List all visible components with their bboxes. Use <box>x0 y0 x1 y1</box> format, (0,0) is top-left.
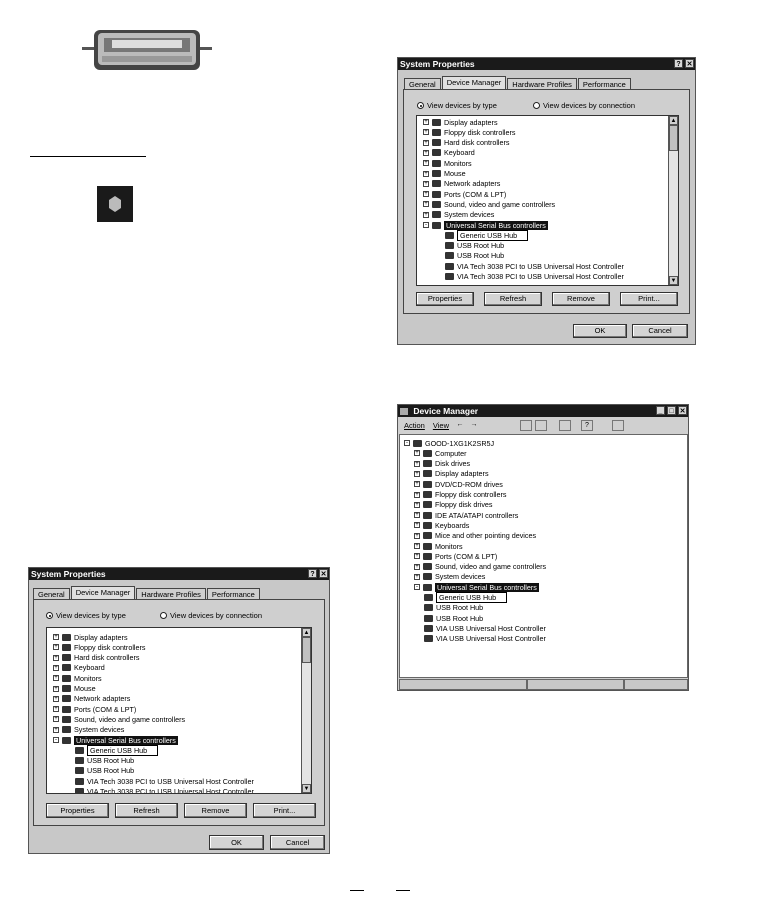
tab-hardware-profiles[interactable]: Hardware Profiles <box>136 588 206 600</box>
tab-hardware-profiles[interactable]: Hardware Profiles <box>507 78 577 90</box>
device-icon <box>62 737 71 744</box>
tree-item[interactable] <box>414 572 485 582</box>
expand-icon[interactable]: + <box>424 160 428 167</box>
device-icon <box>62 716 71 723</box>
device-icon <box>423 481 432 488</box>
maximize-button[interactable]: □ <box>667 406 676 415</box>
tree-item[interactable] <box>53 642 146 652</box>
tree-item-highlighted[interactable] <box>445 230 528 240</box>
tree-item-label: Sound, video and game controllers <box>435 562 547 572</box>
expand-icon[interactable]: + <box>424 119 428 125</box>
device-icon <box>62 654 71 661</box>
computer-icon <box>413 440 422 447</box>
cancel-button[interactable]: Cancel <box>632 324 688 338</box>
tree-item[interactable] <box>75 787 254 795</box>
tab-general[interactable]: General <box>33 588 70 600</box>
tree-item-label: Sound, video and game controllers <box>74 714 186 724</box>
forward-icon[interactable]: → <box>470 421 478 428</box>
tab-device-manager[interactable]: Device Manager <box>71 586 136 600</box>
tree-item-label: Universal Serial Bus controllers <box>437 582 537 592</box>
expand-icon[interactable]: + <box>54 675 58 682</box>
tree-item[interactable] <box>423 199 555 209</box>
collapse-icon[interactable]: - <box>406 440 408 446</box>
device-icon <box>75 757 84 764</box>
device-icon <box>62 634 71 641</box>
device-icon <box>432 201 441 208</box>
tree-item[interactable] <box>424 613 483 623</box>
back-icon[interactable]: ← <box>456 421 464 428</box>
collapse-icon[interactable]: - <box>55 737 57 743</box>
tree-item[interactable] <box>414 551 497 561</box>
scan-icon[interactable] <box>612 420 624 431</box>
device-icon <box>432 191 441 198</box>
expand-icon[interactable]: + <box>424 149 428 156</box>
expand-icon[interactable]: + <box>415 512 419 519</box>
expand-icon[interactable]: + <box>424 170 428 177</box>
tree-item[interactable] <box>53 725 124 735</box>
tab-panel <box>33 599 325 826</box>
tree-item[interactable] <box>414 531 536 541</box>
tree-item-label: Floppy disk drives <box>435 500 493 510</box>
device-tree[interactable] <box>399 434 688 678</box>
tree-item[interactable] <box>75 776 254 786</box>
device-icon <box>432 211 441 218</box>
device-tree[interactable] <box>46 627 312 794</box>
collapse-icon[interactable]: - <box>416 584 418 591</box>
title-bar <box>398 405 688 417</box>
tab-general[interactable]: General <box>404 78 441 90</box>
radio-label: View devices by connection <box>543 101 635 110</box>
device-icon <box>424 604 433 611</box>
expand-icon[interactable]: + <box>415 470 419 477</box>
tree-item[interactable] <box>445 251 504 261</box>
tree-item-label: VIA Tech 3038 PCI to USB Universal Host Controller <box>457 272 624 281</box>
tree-item-label: Network adapters <box>444 179 501 189</box>
tree-item-label: USB Root Hub <box>87 766 135 776</box>
radio-view-by-connection[interactable] <box>533 101 635 110</box>
tree-item-label: Display adapters <box>444 117 498 127</box>
tree-item-label: Keyboard <box>74 663 105 673</box>
tree-item-label: VIA Tech 3038 PCI to USB Universal Host Controller <box>87 776 254 786</box>
menu-bar <box>404 421 457 430</box>
usb-icon-image <box>97 186 133 222</box>
device-icon <box>432 139 441 146</box>
tree-item-selected[interactable] <box>423 220 548 230</box>
radio-view-by-type[interactable] <box>417 101 497 110</box>
device-icon <box>423 460 432 467</box>
tree-item[interactable] <box>53 653 140 663</box>
radio-view-by-connection[interactable] <box>160 611 262 620</box>
tree-item[interactable] <box>424 634 546 644</box>
menu-action[interactable]: Action <box>404 421 425 430</box>
tree-item-label: IDE ATA/ATAPI controllers <box>435 510 519 520</box>
title-bar <box>29 568 329 580</box>
tree-item[interactable] <box>424 603 483 613</box>
title-bar <box>398 58 695 70</box>
device-icon <box>432 149 441 156</box>
usb-connector-image <box>82 24 212 74</box>
tree-item[interactable] <box>53 632 128 642</box>
tree-item[interactable] <box>423 127 516 137</box>
tree-item-label: Generic USB Hub <box>436 592 507 603</box>
tree-item-label: Monitors <box>444 158 472 168</box>
help-icon[interactable]: ? <box>581 420 593 431</box>
tree-item[interactable] <box>414 510 518 520</box>
device-icon <box>423 573 432 580</box>
device-icon <box>445 263 454 270</box>
tree-item-label: USB Root Hub <box>436 613 484 623</box>
device-icon <box>445 252 454 259</box>
device-icon <box>62 706 71 713</box>
tree-item[interactable] <box>445 261 624 271</box>
tree-item[interactable] <box>414 520 469 530</box>
tree-item-label: Display adapters <box>74 632 128 642</box>
tree-root-label: GOOD-1XG1K2SR5J <box>425 438 495 448</box>
expand-icon[interactable]: + <box>415 460 419 467</box>
help-button[interactable]: ? <box>674 59 683 68</box>
tree-item[interactable] <box>53 714 185 724</box>
expand-icon[interactable]: + <box>415 543 419 549</box>
device-icon <box>432 129 441 136</box>
expand-icon[interactable]: + <box>415 501 419 508</box>
device-icon <box>62 664 71 671</box>
expand-icon[interactable]: + <box>54 644 58 651</box>
tree-item[interactable] <box>75 756 134 766</box>
tree-item-label: Monitors <box>74 673 102 683</box>
device-icon <box>423 563 432 570</box>
device-icon <box>423 470 432 477</box>
vertical-scrollbar[interactable] <box>301 628 311 793</box>
device-icon <box>424 625 433 632</box>
window-title: System Properties <box>400 59 475 69</box>
expand-icon[interactable]: + <box>415 522 419 529</box>
tree-item-label: Universal Serial Bus controllers <box>446 220 546 230</box>
system-properties-window-bottom <box>28 567 330 854</box>
device-icon <box>432 170 441 177</box>
tree-item-highlighted[interactable] <box>424 593 507 603</box>
tree-item-label: Ports (COM & LPT) <box>74 704 137 714</box>
device-icon <box>62 644 71 651</box>
expand-icon[interactable]: + <box>54 685 58 692</box>
expand-icon[interactable]: + <box>54 634 58 640</box>
device-icon <box>62 726 71 733</box>
expand-icon[interactable]: + <box>415 563 419 570</box>
expand-icon[interactable]: + <box>54 706 58 713</box>
scroll-down-arrow[interactable]: ▼ <box>303 786 310 792</box>
expand-icon[interactable]: + <box>424 211 428 218</box>
tree-item-label: Mice and other pointing devices <box>435 531 537 541</box>
device-icon <box>423 491 432 498</box>
tree-item-selected[interactable] <box>53 735 178 745</box>
device-icon <box>62 685 71 692</box>
radio-label: View devices by connection <box>170 611 262 620</box>
device-icon <box>424 635 433 642</box>
device-icon <box>423 522 432 529</box>
tree-item-highlighted[interactable] <box>75 745 158 755</box>
scroll-up-arrow[interactable]: ▲ <box>303 630 310 636</box>
device-icon <box>423 543 432 550</box>
tree-item[interactable] <box>53 663 105 673</box>
radio-selected-icon <box>46 612 53 619</box>
device-icon <box>424 594 433 601</box>
tab-device-manager[interactable]: Device Manager <box>442 76 507 90</box>
tree-item[interactable] <box>414 490 507 500</box>
tree-item[interactable] <box>414 448 467 458</box>
tree-item-label: USB Root Hub <box>457 241 505 251</box>
tree-item[interactable] <box>445 272 624 282</box>
tree-item[interactable] <box>423 189 506 199</box>
scroll-down-arrow[interactable]: ▼ <box>670 278 677 284</box>
tree-item-label: Monitors <box>435 541 463 551</box>
tree-item[interactable] <box>423 148 475 158</box>
tree-item-label: Computer <box>435 448 467 458</box>
remove-button[interactable]: Remove <box>184 803 247 818</box>
tree-item-label: Generic USB Hub <box>87 745 158 756</box>
tree-item-label: System devices <box>444 210 495 220</box>
tree-item[interactable] <box>414 541 463 551</box>
radio-unselected-icon <box>160 612 167 619</box>
status-bar-pane-3 <box>624 679 688 690</box>
device-icon <box>75 788 84 794</box>
scroll-thumb[interactable] <box>302 637 311 663</box>
tree-item-label: Keyboards <box>435 520 470 530</box>
device-icon <box>62 675 71 682</box>
tree-item[interactable] <box>445 241 504 251</box>
expand-icon[interactable]: + <box>415 491 419 498</box>
tab-panel <box>403 89 690 314</box>
tree-item[interactable] <box>423 210 494 220</box>
tree-item-label: Mouse <box>444 169 466 178</box>
help-button[interactable]: ? <box>308 569 317 578</box>
expand-icon[interactable]: + <box>424 201 428 208</box>
window-title: System Properties <box>31 569 106 579</box>
tree-item-label: Floppy disk controllers <box>444 127 516 137</box>
page-mark-right <box>396 890 410 891</box>
tree-item-label: VIA USB Universal Host Controller <box>436 623 546 633</box>
tree-item-label: Universal Serial Bus controllers <box>76 735 176 745</box>
tree-item[interactable] <box>414 479 503 489</box>
cancel-button[interactable]: Cancel <box>270 835 325 850</box>
device-icon <box>75 778 84 785</box>
section-rule <box>30 156 146 157</box>
tree-item[interactable] <box>75 766 134 776</box>
device-icon <box>445 273 454 280</box>
scroll-up-arrow[interactable]: ▲ <box>670 118 677 124</box>
radio-unselected-icon <box>533 102 540 109</box>
tree-item[interactable] <box>423 138 510 148</box>
device-icon <box>423 501 432 508</box>
device-icon <box>423 532 432 539</box>
window-title: Device Manager <box>413 406 479 416</box>
tree-item-label: Network adapters <box>74 694 131 704</box>
tree-root[interactable] <box>404 438 494 448</box>
device-manager-window <box>397 404 689 691</box>
print-button[interactable]: Print... <box>253 803 316 818</box>
tree-item[interactable] <box>53 704 136 714</box>
ok-button[interactable]: OK <box>573 324 627 338</box>
expand-icon[interactable]: + <box>424 139 428 146</box>
tree-item[interactable] <box>424 623 546 633</box>
device-icon <box>424 615 433 622</box>
print-button[interactable]: Print... <box>620 292 678 306</box>
system-properties-window-top <box>397 57 696 345</box>
device-icon <box>423 553 432 560</box>
device-icon <box>432 160 441 167</box>
expand-icon[interactable]: + <box>54 726 58 733</box>
expand-icon[interactable]: + <box>415 553 419 560</box>
tree-item-label: USB Root Hub <box>87 756 135 766</box>
tree-item[interactable] <box>414 500 493 510</box>
tree-item[interactable] <box>53 694 130 704</box>
tree-item-label: Display adapters <box>435 469 489 479</box>
device-icon <box>432 180 441 187</box>
expand-icon[interactable]: + <box>54 716 58 723</box>
refresh-button[interactable]: Refresh <box>484 292 542 306</box>
tree-item-label: Floppy disk controllers <box>74 642 146 652</box>
scroll-thumb[interactable] <box>669 125 678 151</box>
device-icon <box>423 584 432 591</box>
device-icon <box>62 695 71 702</box>
expand-icon[interactable]: + <box>415 532 419 539</box>
tree-item-label: DVD/CD-ROM drives <box>435 479 503 489</box>
tree-item-label: System devices <box>435 572 486 582</box>
tree-item-label: Ports (COM & LPT) <box>444 189 507 199</box>
device-icon <box>75 767 84 774</box>
expand-icon[interactable]: + <box>424 129 428 136</box>
device-tree[interactable] <box>416 115 679 286</box>
refresh-button[interactable]: Refresh <box>115 803 178 818</box>
minimize-button[interactable]: _ <box>656 406 665 415</box>
device-icon <box>432 119 441 126</box>
radio-view-by-type[interactable] <box>46 611 126 620</box>
tree-item[interactable] <box>423 158 472 168</box>
tree-item-label: Sound, video and game controllers <box>444 199 556 209</box>
device-icon <box>445 232 454 239</box>
tree-item-label: Ports (COM & LPT) <box>435 551 498 561</box>
properties-button[interactable]: Properties <box>416 292 474 306</box>
tree-item[interactable] <box>414 469 489 479</box>
radio-label: View devices by type <box>427 101 497 110</box>
tree-item-label: Disk drives <box>435 459 471 469</box>
tree-item-label: VIA Tech 3038 PCI to USB Universal Host Controller <box>87 787 254 794</box>
tree-item-selected[interactable] <box>414 582 539 592</box>
device-icon <box>75 747 84 754</box>
device-icon <box>432 222 441 229</box>
expand-icon[interactable]: + <box>424 180 428 187</box>
device-icon <box>423 450 432 457</box>
tree-item-label: Hard disk controllers <box>74 653 140 663</box>
device-icon <box>445 242 454 249</box>
radio-selected-icon <box>417 102 424 109</box>
close-button[interactable]: ✕ <box>679 408 686 415</box>
tree-item-label: USB Root Hub <box>436 603 484 613</box>
properties-button[interactable]: Properties <box>46 803 109 818</box>
tree-item-label: Hard disk controllers <box>444 138 510 148</box>
tree-item[interactable] <box>423 169 466 179</box>
tree-item-label: System devices <box>74 725 125 735</box>
tree-item-label: USB Root Hub <box>457 251 505 261</box>
tree-item[interactable] <box>423 117 498 127</box>
tree-item-label: Floppy disk controllers <box>435 490 507 499</box>
close-button[interactable]: ✕ <box>686 61 693 68</box>
device-manager-icon <box>400 408 408 415</box>
view-icon[interactable] <box>535 420 547 431</box>
expand-icon[interactable]: + <box>415 573 419 580</box>
collapse-icon[interactable]: - <box>425 222 427 228</box>
tab-performance[interactable]: Performance <box>207 588 260 600</box>
expand-icon[interactable]: + <box>415 481 419 488</box>
status-bar-pane-2 <box>527 679 624 690</box>
tree-item[interactable] <box>423 179 500 189</box>
tree-item-label: Generic USB Hub <box>457 230 528 241</box>
expand-icon[interactable]: + <box>424 191 428 198</box>
expand-icon[interactable]: + <box>54 695 58 702</box>
tab-performance[interactable]: Performance <box>578 78 631 90</box>
menu-view[interactable]: View <box>432 421 449 430</box>
tree-item[interactable] <box>414 562 546 572</box>
tree-item[interactable] <box>53 684 96 694</box>
tree-item-label: VIA USB Universal Host Controller <box>436 634 546 644</box>
tree-item-label: Keyboard <box>444 148 475 158</box>
expand-icon[interactable]: + <box>54 664 58 671</box>
expand-icon[interactable]: + <box>54 654 58 661</box>
radio-label: View devices by type <box>56 611 126 620</box>
status-bar-pane-1 <box>399 679 527 690</box>
ok-button[interactable]: OK <box>209 835 264 850</box>
vertical-scrollbar[interactable] <box>668 116 678 285</box>
tree-item[interactable] <box>414 459 470 469</box>
tree-item-label: Mouse <box>74 684 96 693</box>
tree-item-label: VIA Tech 3038 PCI to USB Universal Host Controller <box>457 261 624 271</box>
folder-icon[interactable] <box>520 420 532 431</box>
device-icon <box>423 512 432 519</box>
properties-icon[interactable] <box>559 420 571 431</box>
close-button[interactable]: ✕ <box>320 571 327 578</box>
page-mark-left <box>350 890 364 891</box>
expand-icon[interactable]: + <box>415 450 419 457</box>
tree-item[interactable] <box>53 673 102 683</box>
remove-button[interactable]: Remove <box>552 292 610 306</box>
